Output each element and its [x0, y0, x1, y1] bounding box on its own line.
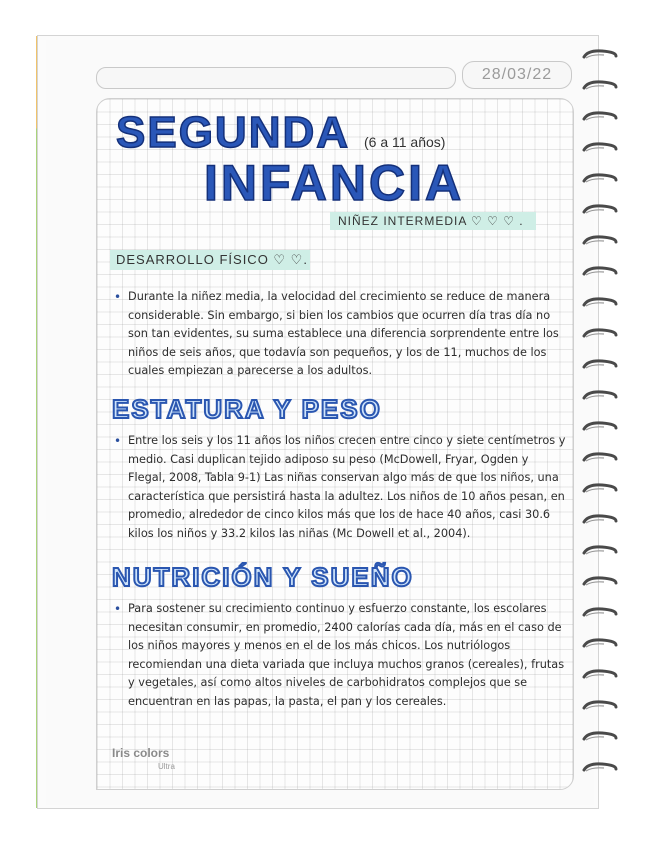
date-box: 28/03/22	[462, 61, 572, 89]
bullet-icon: •	[114, 602, 122, 616]
spiral-ring	[582, 203, 618, 215]
spiral-ring	[582, 668, 618, 680]
spiral-ring	[582, 358, 618, 370]
spiral-ring	[582, 172, 618, 184]
spiral-ring	[582, 389, 618, 401]
section-title-height-weight: ESTATURA Y PESO	[112, 394, 382, 424]
spiral-ring	[582, 265, 618, 277]
spiral-ring	[582, 451, 618, 463]
spiral-ring	[582, 141, 618, 153]
spiral-ring	[582, 296, 618, 308]
spiral-binding	[582, 48, 622, 800]
spiral-ring	[582, 327, 618, 339]
spiral-ring	[582, 420, 618, 432]
paragraph-text: Para sostener su crecimiento continuo y esfuerzo constante, los escolares necesitan consumir, en promedio, 2400 calorías cada día, más en el caso de los niños mayores y menos en el de los más chicos. Los nutriólogos recomiendan una dieta variada que incluya muchos granos (cereales), frutas y vegetales, así como altos niveles de carbohidratos complejos que se encuentran en las papas, la pasta, el pan y los cereales.	[128, 602, 565, 708]
spiral-ring	[582, 110, 618, 122]
bullet-icon: •	[114, 290, 122, 304]
title-line-2: INFANCIA	[204, 155, 465, 211]
header-bar	[96, 67, 456, 89]
spiral-ring	[582, 637, 618, 649]
spiral-ring	[582, 482, 618, 494]
spiral-ring	[582, 699, 618, 711]
spiral-ring	[582, 575, 618, 587]
spiral-ring	[582, 79, 618, 91]
spiral-ring	[582, 761, 618, 773]
paragraph-text: Durante la niñez media, la velocidad del crecimiento se reduce de manera considerable. Sin embargo, si bien los cambios que ocurren día tras día no son tan evidentes, su suma establece una diferencia sorprendente entre los niños de seis años, que todavía son pequeños, y los de 11, muchos de los cuales empiezan a parecerse a los adultos.	[128, 290, 559, 377]
paragraph-text: Entre los seis y los 11 años los niños crecen entre cinco y siete centímetros y medio. Casi duplican tejido adiposo su peso (McDowell, Fryar, Ogden y Flegal, 2008, Tabla 9-1) Las niñas conservan algo más de que los niños, una característica que persistirá hasta la adultez. Los niños de 10 años pesan, en promedio, alrededor de cinco kilos más que los de hace 40 años, casi 30.6 kilos los niños y 33.2 kilos las niñas (Mc Dowell et al., 2004).	[128, 434, 566, 540]
subtitle: NIÑEZ INTERMEDIA ♡ ♡ ♡ .	[338, 214, 524, 228]
title-line-1: SEGUNDA	[116, 108, 351, 157]
brand-sub: Ultra	[158, 762, 175, 771]
spiral-ring	[582, 48, 618, 60]
bullet-icon: •	[114, 434, 122, 448]
spiral-ring	[582, 606, 618, 618]
spiral-ring	[582, 513, 618, 525]
age-range: (6 a 11 años)	[364, 134, 446, 150]
section-physical-label: DESARROLLO FÍSICO ♡ ♡.	[116, 252, 308, 267]
spiral-ring	[582, 730, 618, 742]
paragraph-height-weight	[114, 432, 566, 543]
paragraph-nutrition	[114, 600, 566, 711]
brand-logo: Iris colors	[112, 746, 170, 760]
paragraph-physical	[114, 288, 566, 381]
section-title-nutrition: NUTRICIÓN Y SUEÑO	[112, 562, 414, 592]
spiral-ring	[582, 544, 618, 556]
spiral-ring	[582, 234, 618, 246]
